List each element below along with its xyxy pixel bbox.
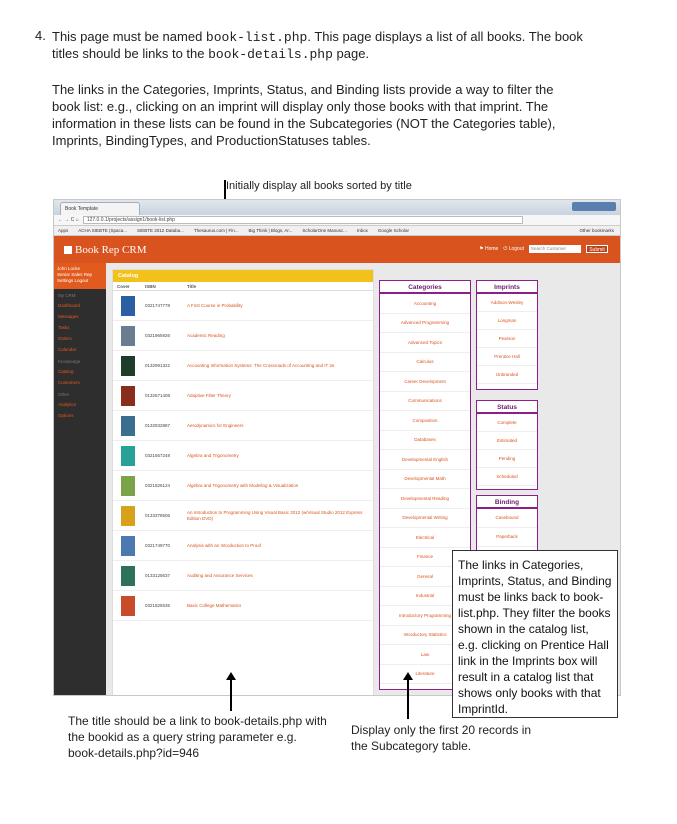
categories-item[interactable]: Calculus	[380, 353, 470, 373]
categories-item[interactable]: Law	[380, 645, 470, 665]
table-row	[113, 321, 373, 351]
browser-tabbar	[54, 200, 620, 215]
intro-line-1: This page must be named book-list.php. This page displays a list of all books. The book	[52, 29, 583, 45]
categories-item[interactable]: Industrial	[380, 587, 470, 607]
categories-item[interactable]: Literature	[380, 665, 470, 685]
categories-item[interactable]: Developmental English	[380, 450, 470, 470]
sidebar-section: Other	[58, 392, 70, 397]
catalog-panel	[112, 269, 374, 696]
binding-list	[477, 509, 537, 547]
categories-item[interactable]: General	[380, 567, 470, 587]
book-title-link[interactable]: Analysis with an Introduction to Proof	[187, 542, 262, 548]
categories-item[interactable]: Accounting	[380, 294, 470, 314]
book-cover-image	[121, 536, 135, 556]
window-controls[interactable]	[572, 202, 616, 211]
bookmarks-bar	[54, 226, 620, 236]
sidebar-item-dashboard[interactable]: Dashboard	[58, 303, 81, 308]
callout-line-mid	[407, 679, 409, 719]
isbn-cell: 0133125637	[145, 573, 171, 578]
para2-line-3: information in these lists can be found in the Subcategories (NOT the Categories table),	[52, 116, 556, 131]
intro-line-2: titles should be links to the book-details.php page.	[52, 46, 370, 62]
catalog-rows	[113, 291, 373, 621]
code-book-details: book-details.php	[208, 47, 333, 62]
categories-item[interactable]: Composition	[380, 411, 470, 431]
isbn-cell: 0133378506	[145, 513, 171, 518]
bookmark[interactable]: Thesaurus.com | Fin...	[193, 228, 239, 233]
categories-item[interactable]: Advanced Topics	[380, 333, 470, 353]
imprints-list	[477, 294, 537, 384]
binding-item[interactable]: Paperback	[477, 528, 537, 547]
sidebar-item-tasks[interactable]: Tasks	[58, 325, 70, 330]
book-cover-image	[121, 476, 135, 496]
nav-logout[interactable]: ⏻ Logout	[503, 246, 524, 252]
table-row	[113, 471, 373, 501]
search-input[interactable]: Search Customer	[529, 245, 581, 253]
sidebar-user: John Locke Senior Sales Rep Settings Logout	[54, 263, 106, 289]
url-field[interactable]: 127.0.0.1/projects/assign1/book-list.php	[83, 216, 523, 224]
sidebar-item-customers[interactable]: Customers	[58, 380, 80, 385]
catalog-title: Catalog	[113, 270, 373, 282]
bookmark[interactable]: ACHA SIEBTE (Spaca...	[78, 228, 128, 233]
book-title-link[interactable]: Aerodynamics for Engineers	[187, 422, 244, 428]
isbn-cell: 0321965926	[145, 333, 171, 338]
book-cover-image	[121, 446, 135, 466]
categories-item[interactable]: Electrical	[380, 528, 470, 548]
categories-item[interactable]: Introductory Statistics	[380, 626, 470, 646]
categories-item[interactable]: Communications	[380, 392, 470, 412]
categories-item[interactable]: Developmental Writing	[380, 509, 470, 529]
book-cover-image	[121, 506, 135, 526]
imprints-item[interactable]: Longman	[477, 312, 537, 330]
isbn-cell: 0321749770	[145, 543, 171, 548]
book-icon	[64, 246, 72, 254]
binding-title: Binding	[477, 496, 537, 509]
book-cover-image	[121, 386, 135, 406]
book-cover-image	[121, 596, 135, 616]
binding-item[interactable]: Casebound	[477, 509, 537, 528]
categories-item[interactable]: Finance	[380, 548, 470, 568]
book-cover-image	[121, 356, 135, 376]
catalog-columns: Cover ISBN Title	[113, 282, 373, 291]
table-row	[113, 591, 373, 621]
isbn-cell: 0321747778	[145, 303, 171, 308]
isbn-cell: 0321825535	[145, 603, 171, 608]
status-item[interactable]: Pending	[477, 450, 537, 468]
sidebar-item-orders[interactable]: Orders	[58, 336, 72, 341]
app-header	[54, 236, 620, 263]
imprints-title: Imprints	[477, 281, 537, 294]
sidebar	[54, 263, 106, 696]
caption-title-link: The title should be a link to book-details.php with the bookid as a query string parameter e.g. book-details.php?id=946	[68, 714, 327, 760]
browser-tab[interactable]: Book Template	[60, 202, 140, 215]
isbn-cell: 0321657248	[145, 453, 171, 458]
bookmark[interactable]: SIEBTE 2012 Databa...	[137, 228, 184, 233]
status-item[interactable]: Complete	[477, 414, 537, 432]
book-title-link[interactable]: An Introduction to Programming Using Visual Basic 2012 (w/Visual Studio 2012 Express Edition DVD)	[187, 510, 363, 521]
status-list	[477, 414, 537, 486]
isbn-cell: 0132932887	[145, 423, 171, 428]
categories-title: Categories	[380, 281, 470, 294]
book-title-link[interactable]: Basic College Mathematics	[187, 602, 242, 608]
header-nav	[479, 245, 608, 253]
book-title-link[interactable]: Adaptive Filter Theory	[187, 392, 231, 398]
categories-item[interactable]: Advanced Programming	[380, 314, 470, 334]
book-title-link[interactable]: Algebra and Trigonometry with Modeling & Visualization	[187, 482, 299, 488]
sidebar-item-options[interactable]: Options	[58, 413, 74, 418]
book-title-link[interactable]: Academic Reading	[187, 332, 225, 338]
para2-line-1: The links in the Categories, Imprints, Status, and Binding lists provide a way to filter the	[52, 82, 554, 97]
categories-item[interactable]: Introductory Programming	[380, 606, 470, 626]
table-row	[113, 381, 373, 411]
bookmark[interactable]: Other bookmarks	[579, 228, 614, 233]
status-title: Status	[477, 401, 537, 414]
status-item[interactable]: Estimated	[477, 432, 537, 450]
callout-top: Initially display all books sorted by title	[226, 180, 412, 192]
bookmark[interactable]: Apps	[58, 228, 69, 233]
bookmark[interactable]: Big Think | Blogs, Ar...	[248, 228, 293, 233]
sidebar-item-analytics[interactable]: Analytics	[58, 402, 77, 407]
imprints-item[interactable]: Addison-Wesley	[477, 294, 537, 312]
submit-button[interactable]: Submit	[586, 245, 608, 253]
sidebar-section: Knowledge	[58, 359, 81, 364]
table-row	[113, 561, 373, 591]
sidebar-item-catalog[interactable]: Catalog	[58, 369, 74, 374]
isbn-cell: 0132991322	[145, 363, 171, 368]
book-title-link[interactable]: Auditing and Assurance Services	[187, 572, 253, 578]
bookmark[interactable]: Google Scholar	[377, 228, 409, 233]
imprints-item[interactable]: Pearson	[477, 330, 537, 348]
imprints-item[interactable]: Unbranded	[477, 366, 537, 384]
status-panel	[476, 400, 538, 490]
para2-line-2: book list: e.g., clicking on an imprint will display only those books with that imprint. The	[52, 99, 549, 114]
table-row	[113, 411, 373, 441]
book-cover-image	[121, 566, 135, 586]
table-row	[113, 531, 373, 561]
item-number: 4.	[35, 28, 46, 43]
callout-right-note: The links in Categories, Imprints, Status, and Binding must be links back to book-list.php. They filter the books shown in the catalog list, e.g. clicking on Prentice Hall link in the Imprints box will result in a catalog list that shows only books with that ImprintId.	[452, 550, 618, 718]
brand[interactable]: Book Rep CRM	[64, 244, 147, 256]
categories-item[interactable]: Career Development	[380, 372, 470, 392]
imprints-item[interactable]: Prentice Hall	[477, 348, 537, 366]
categories-item[interactable]: Databases	[380, 431, 470, 451]
table-row	[113, 441, 373, 471]
caption-subcategory: Display only the first 20 records in the Subcategory table.	[351, 723, 532, 753]
para2-line-4: Imprints, BindingTypes, and ProductionStatuses tables.	[52, 133, 371, 148]
sidebar-section: My CRM	[58, 293, 76, 298]
bookmark[interactable]: ScholarOne Manusc...	[302, 228, 347, 233]
categories-item[interactable]: Developmental Reading	[380, 489, 470, 509]
code-book-list: book-list.php	[205, 30, 308, 45]
table-row	[113, 351, 373, 381]
sidebar-item-calendar[interactable]: Calendar	[58, 347, 77, 352]
callout-line-left	[230, 679, 232, 711]
binding-panel	[476, 495, 538, 551]
bookmark[interactable]: Inbox	[356, 228, 368, 233]
address-bar	[54, 215, 620, 226]
book-title-link[interactable]: Algebra and Trigonometry	[187, 452, 239, 458]
categories-item[interactable]: Developmental Math	[380, 470, 470, 490]
isbn-cell: 0321826124	[145, 483, 171, 488]
book-cover-image	[121, 326, 135, 346]
book-cover-image	[121, 296, 135, 316]
nav-home[interactable]: ⚑ Home	[479, 246, 499, 252]
book-title-link[interactable]: Accounting Information Systems: The Crossroads of Accounting and IT 2e	[187, 362, 335, 368]
status-item[interactable]: Scheduled	[477, 468, 537, 486]
table-row	[113, 501, 373, 531]
book-cover-image	[121, 416, 135, 436]
nav-arrows-icon[interactable]: ← → C ⌂	[58, 217, 79, 223]
table-row	[113, 291, 373, 321]
imprints-panel	[476, 280, 538, 390]
book-title-link[interactable]: A First Course in Probability	[187, 302, 243, 308]
isbn-cell: 0132671408	[145, 393, 171, 398]
sidebar-item-messages[interactable]: Messages	[58, 314, 79, 319]
